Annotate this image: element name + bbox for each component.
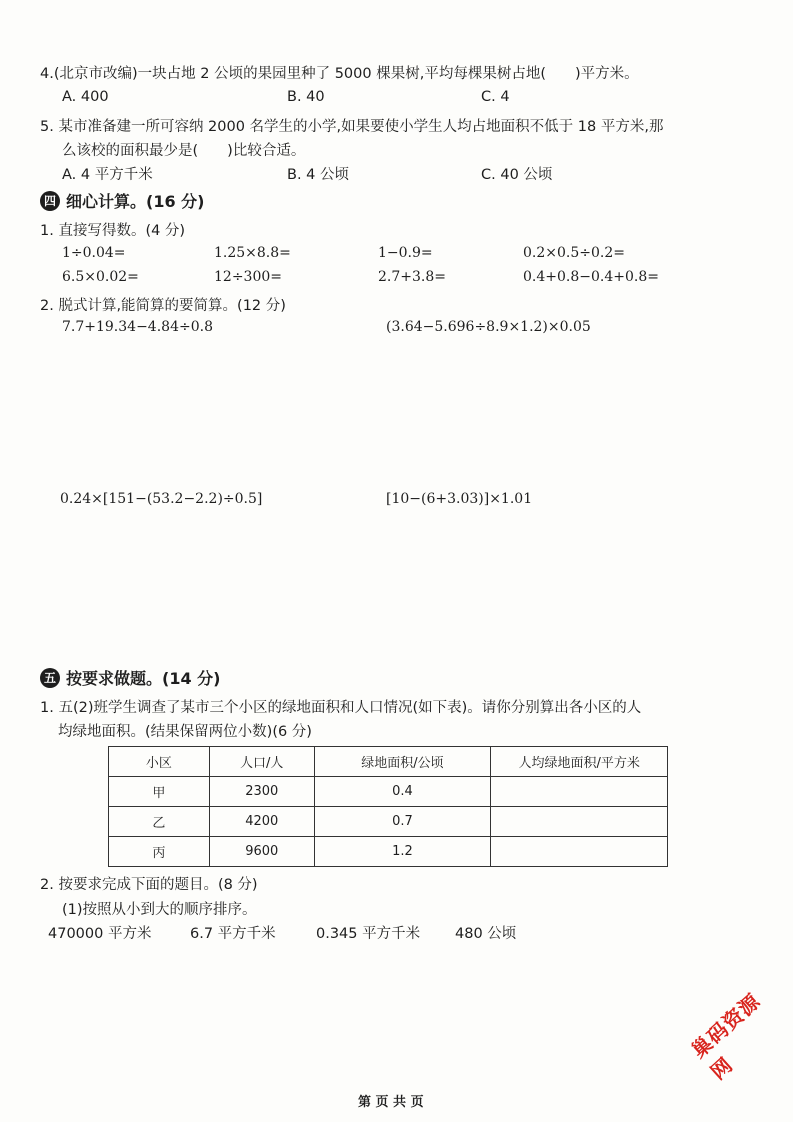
- q4-option-b: B. 40: [287, 89, 325, 105]
- oral-calc-8: 0.4+0.8−0.4+0.8=: [523, 269, 659, 285]
- part-1-title: 1. 直接写得数。(4 分): [40, 223, 186, 239]
- expression-4: [10−(6+3.03)]×1.01: [386, 491, 533, 507]
- q4-option-a: A. 400: [62, 89, 109, 105]
- page-footer: 第 页 共 页: [358, 1095, 424, 1110]
- table-row: [109, 807, 668, 837]
- sort-item-1: 470000 平方米: [48, 926, 152, 942]
- header-population: 人口/人: [209, 747, 314, 777]
- cell-district: 丙: [109, 837, 210, 867]
- section-5-title: 按要求做题。(14 分): [66, 669, 221, 688]
- watermark: 巢码资源网: [686, 988, 765, 1085]
- table-row: [109, 777, 668, 807]
- cell-population: 4200: [209, 807, 314, 837]
- q5-option-a: A. 4 平方千米: [62, 167, 153, 183]
- sort-item-4: 480 公顷: [455, 926, 517, 942]
- oral-calc-1: 1÷0.04=: [62, 245, 126, 261]
- s5-q2-sub: (1)按照从小到大的顺序排序。: [62, 902, 257, 918]
- cell-population: 2300: [209, 777, 314, 807]
- oral-calc-6: 12÷300=: [214, 269, 282, 285]
- sort-item-3: 0.345 平方千米: [316, 926, 421, 942]
- section-4-heading: [40, 189, 204, 212]
- s5-q1-line1: 1. 五(2)班学生调查了某市三个小区的绿地面积和人口情况(如下表)。请你分别算出各小区的人: [40, 700, 642, 716]
- expression-2: (3.64−5.696÷8.9×1.2)×0.05: [386, 319, 591, 335]
- oral-calc-2: 1.25×8.8=: [214, 245, 291, 261]
- cell-green-area: 0.4: [314, 777, 491, 807]
- oral-calc-5: 6.5×0.02=: [62, 269, 139, 285]
- cell-green-area: 0.7: [314, 807, 491, 837]
- sort-item-2: 6.7 平方千米: [190, 926, 276, 942]
- oral-calc-7: 2.7+3.8=: [378, 269, 446, 285]
- cell-per-capita-answer[interactable]: [491, 837, 668, 867]
- oral-calc-4: 0.2×0.5÷0.2=: [523, 245, 625, 261]
- header-per-capita: 人均绿地面积/平方米: [491, 747, 668, 777]
- expression-1: 7.7+19.34−4.84÷0.8: [62, 319, 213, 335]
- q4-option-c: C. 4: [481, 89, 510, 105]
- section-4-badge: 四: [40, 191, 60, 211]
- section-5-heading: [40, 666, 220, 689]
- cell-per-capita-answer[interactable]: [491, 807, 668, 837]
- question-4: 4.(北京市改编)一块占地 2 公顷的果园里种了 5000 棵果树,平均每棵果树占地( )平方米。: [40, 66, 639, 82]
- cell-per-capita-answer[interactable]: [491, 777, 668, 807]
- section-5-badge: 五: [40, 668, 60, 688]
- q5-option-c: C. 40 公顷: [481, 167, 553, 183]
- cell-population: 9600: [209, 837, 314, 867]
- s5-q2-title: 2. 按要求完成下面的题目。(8 分): [40, 877, 258, 893]
- header-green-area: 绿地面积/公顷: [314, 747, 491, 777]
- section-4-title: 细心计算。(16 分): [66, 192, 205, 211]
- part-2-title: 2. 脱式计算,能简算的要简算。(12 分): [40, 298, 286, 314]
- s5-q1-line2: 均绿地面积。(结果保留两位小数)(6 分): [58, 724, 312, 740]
- table-header-row: [109, 747, 668, 777]
- cell-district: 乙: [109, 807, 210, 837]
- green-area-table: [108, 746, 668, 867]
- header-district: 小区: [109, 747, 210, 777]
- question-5-line1: 5. 某市准备建一所可容纳 2000 名学生的小学,如果要使小学生人均占地面积不低于 18 平方米,那: [40, 119, 664, 135]
- question-5-line2: 么该校的面积最少是( )比较合适。: [62, 143, 306, 159]
- q5-option-b: B. 4 公顷: [287, 167, 350, 183]
- expression-3: 0.24×[151−(53.2−2.2)÷0.5]: [60, 491, 263, 507]
- cell-district: 甲: [109, 777, 210, 807]
- oral-calc-3: 1−0.9=: [378, 245, 433, 261]
- table-row: [109, 837, 668, 867]
- cell-green-area: 1.2: [314, 837, 491, 867]
